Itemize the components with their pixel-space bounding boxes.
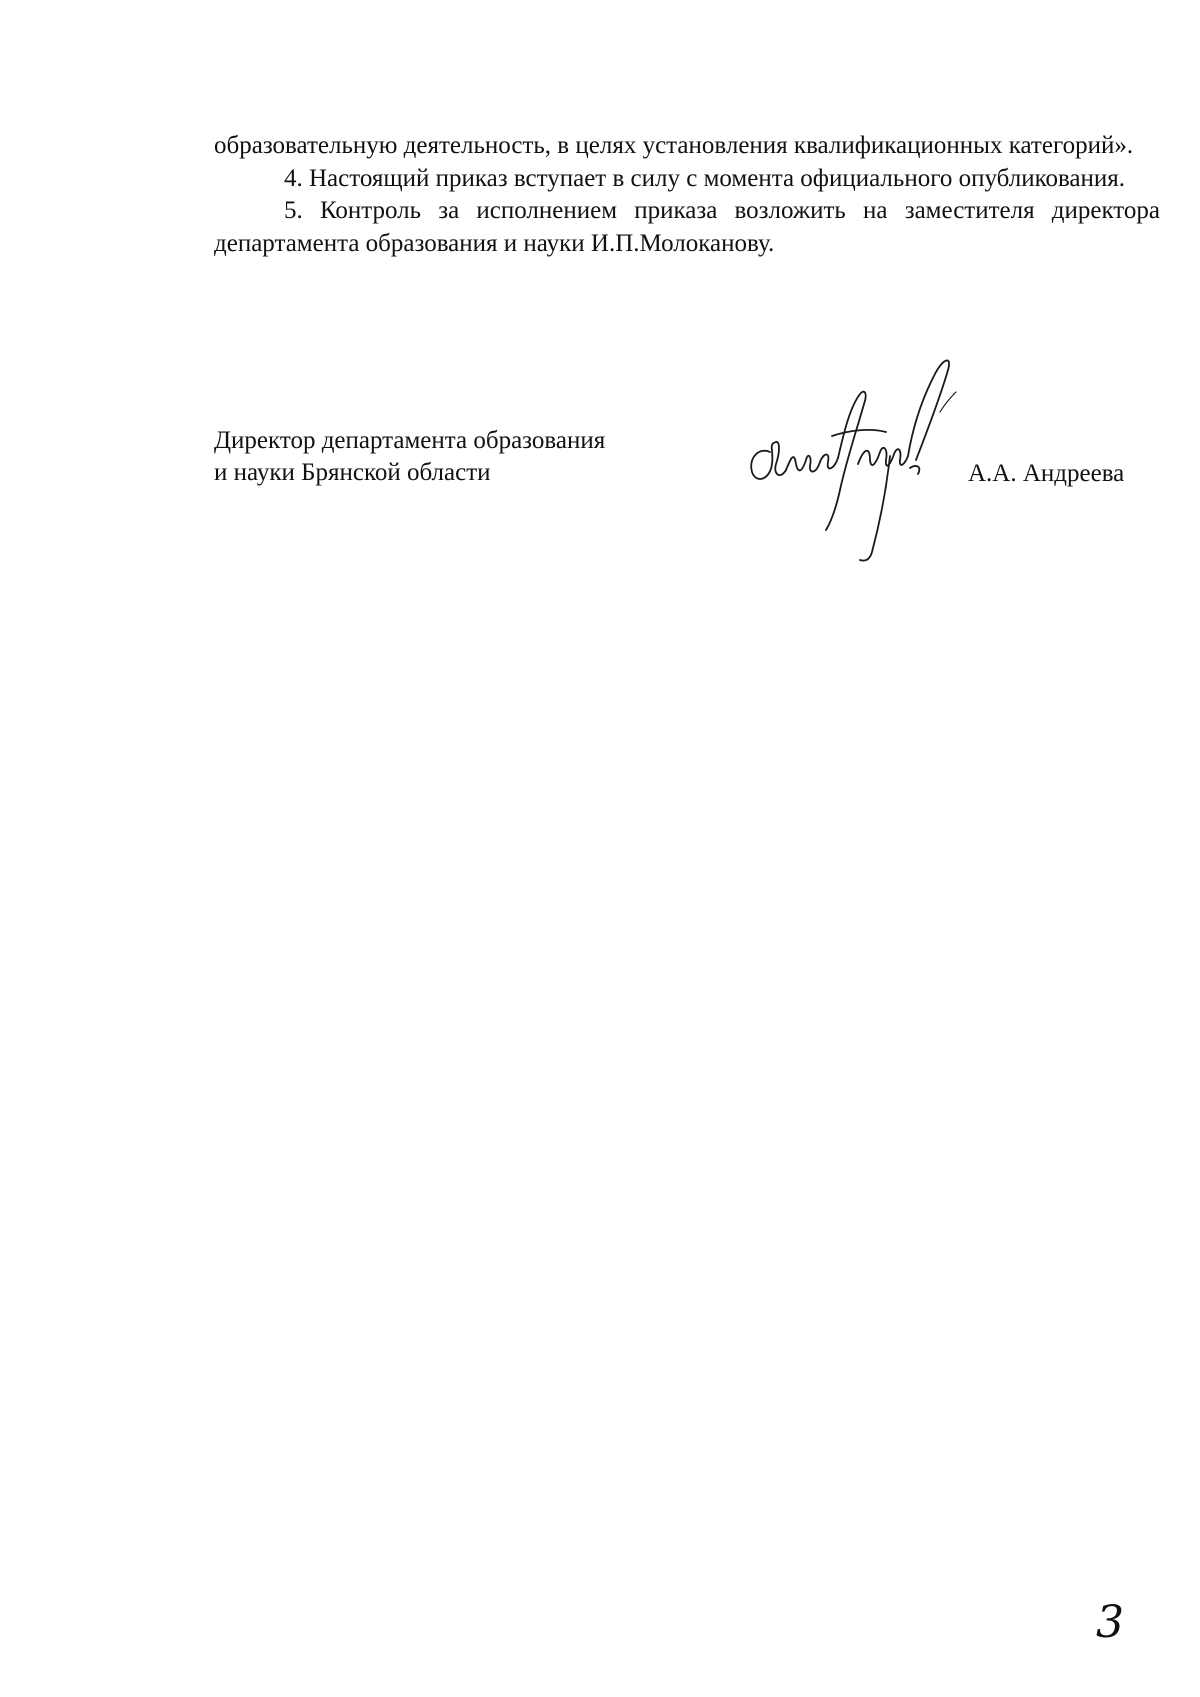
document-body: [214, 130, 1160, 260]
signatory-position: [214, 425, 605, 489]
signer-name: А.А. Андреева: [968, 460, 1125, 487]
signatory-position-line-2: и науки Брянской области: [214, 459, 491, 486]
handwritten-signature-icon: [740, 352, 980, 570]
signatory-position-line-1: Директор департамента образования: [214, 427, 606, 454]
paragraph-item-4: 4. Настоящий приказ вступает в силу с момента официального опубликования.: [284, 164, 1126, 192]
paragraph-continuation: образовательную деятельность, в целях установления квалификационных категорий».: [214, 132, 1134, 159]
page-number: 3: [1096, 1597, 1124, 1648]
paragraph-item-5: 5. Контроль за исполнением приказа возложить на заместителя директора департамента образования и науки И.П.Молоканову.: [214, 197, 1160, 257]
